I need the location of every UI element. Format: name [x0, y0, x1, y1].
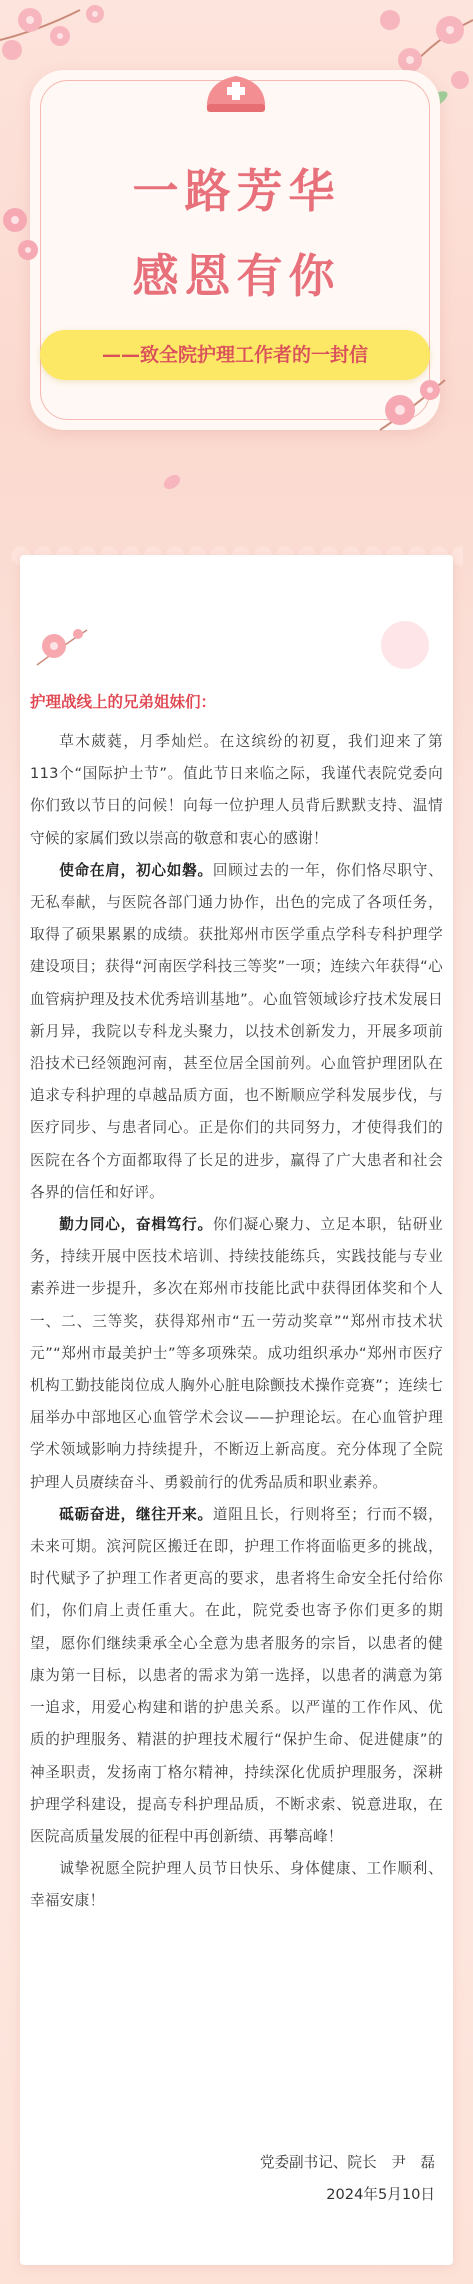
paragraph-2: 使命在肩，初心如磐。回顾过去的一年，你们恪尽职守、无私奉献，与医院各部门通力协作，出色的完成了各项任务，取得了硕果累累的成绩。获批郑州市医学重点学科专科护理学建设项目；获得“河南医学科技三等奖”一项；连续六年获得“心血管病护理及技术优秀培训基地”。心血管领域诊疗技术发展日新月异，我院以专科龙头聚力，以技术创新发力，开展多项前沿技术已经领跑河南，甚至位居全国前列。心血管护理团队在追求专科护理的卓越品质方面，也不断顺应学科发展步伐，与医疗同步、与患者同心。正是你们的共同努力，才使得我们的医院在各个方面都取得了长足的进步，赢得了广大患者和社会各界的信任和好评。: [30, 861, 443, 1201]
paragraph-4: 砥砺奋进，继往开来。道阻且长，行则将至；行而不辍，未来可期。滨河院区搬迁在即，护理工作将面临更多的挑战，时代赋予了护理工作者更高的要求，患者将生命安全托付给你们，你们肩上责任重大。在此，院党委也寄予你们更多的期望，愿你们继续秉承全心全意为患者服务的宗旨，以患者的健康为第一目标，以患者的需求为第一选择，以患者的满意为第一追求，用爱心构建和谐的护患关系。以严谨的工作作风、优质的护理服务、精湛的护理技术履行“保护生命、促进健康”的神圣职责，发扬南丁格尔精神，持续深化优质护理服务，深耕护理学科建设，提高专科护理品质，不断求索、锐意进取，在医院高质量发展的征程中再创新绩、再攀高峰！: [30, 1505, 443, 1845]
paragraph-4-lead: 砥砺奋进，继往开来。: [59, 1505, 213, 1523]
petal-icon: [160, 470, 184, 494]
pink-blur-decor: [375, 615, 435, 675]
page-title-line1: 一路芳华: [132, 164, 341, 218]
signature: 党委副书记、院长 尹 磊: [259, 2154, 435, 2171]
paragraph-3-lead: 勤力同心，奋楫笃行。: [59, 1216, 213, 1234]
subtitle-text: ——致全院护理工作者的一封信: [101, 344, 368, 366]
cherry-blossom-icon-letter: [32, 620, 92, 672]
paragraph-1: 草木葳蕤，月季灿烂。在这缤纷的初夏，我们迎来了第113个“国际护士节”。值此节日来临之际，我谨代表院党委向你们致以节日的问候！向每一位护理人员背后默默支持、温情守候的家属们致以崇高的敬意和衷心的感谢！: [30, 733, 443, 847]
paragraph-5: 诚挚祝愿全院护理人员节日快乐、身体健康、工作顺利、幸福安康！: [30, 1860, 443, 1910]
letter-salutation: 护理战线上的兄弟姐妹们：: [30, 693, 217, 711]
nurse-cap-icon: [201, 70, 271, 116]
cherry-blossom-icon-right: [370, 370, 450, 440]
page-title-line2: 感恩有你: [132, 249, 341, 303]
date: 2024年5月10日: [326, 2186, 435, 2203]
letter-signature-block: [260, 2147, 435, 2211]
paragraph-3: 勤力同心，奋楫笃行。你们凝心聚力、立足本职，钻研业务，持续开展中医技术培训、持续技能练兵，实践技能与专业素养进一步提升，多次在郑州市技能比武中获得团体奖和个人一、二、三等奖，获得郑州市“五一劳动奖章”“郑州市技术状元”“郑州市最美护士”等多项殊荣。成功组织承办“郑州市医疗机构工勤技能岗位成人胸外心脏电除颤技术操作竞赛”；连续七届举办中部地区心血管学术会议——护理论坛。在心血管护理学术领域影响力持续提升，不断迈上新高度。充分体现了全院护理人员赓续奋斗、勇毅前行的优秀品质和职业素养。: [30, 1216, 443, 1491]
cherry-blossom-branch-top-left: [0, 0, 130, 80]
paragraph-2-lead: 使命在肩，初心如磐。: [59, 861, 213, 879]
letter-body: [30, 726, 443, 1918]
